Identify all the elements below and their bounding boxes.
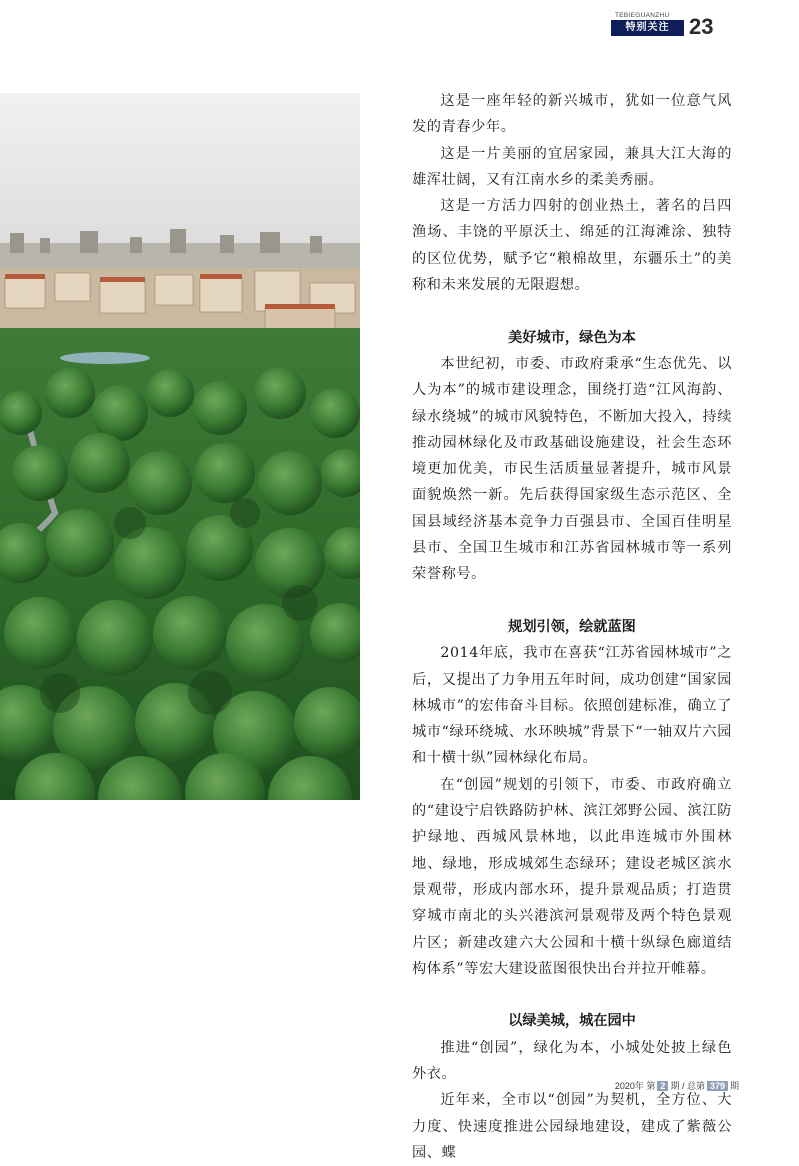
column-title: 特别关注 — [611, 20, 684, 36]
section3-paragraph-1: 推进“创园”，绿化为本，小城处处披上绿色外衣。 — [412, 1039, 732, 1082]
section-heading-3: 以绿美城，城在园中 — [508, 1013, 636, 1030]
intro-paragraph-3: 这是一方活力四射的创业热土，著名的吕四渔场、丰饶的平原沃土、绵延的江海滩涂、独特的区位优势，赋予它“粮棉故里，东疆乐土”的美称和未来发展的无限遐想。 — [412, 198, 732, 294]
total-issue-number: 379 — [707, 1081, 728, 1091]
section2-paragraph-2: 在“创园”规划的引领下，市委、市政府确立的“建设宁启铁路防护林、滨江郊野公园、滨江防护绿地、西城风景林地，以此串连城市外围林地、绿地，形成城郊生态绿环；建设老城区滨水景观带，形成内部水环，提升景观品质；打造贯穿城市南北的头兴港滨河景观带及两个特色景观片区；新建改建六大公园和十横十纵绿色廊道结构体系”等宏大建设蓝图很快出台并拉开帷幕。 — [412, 776, 732, 977]
footer-mid: 期 / 总第 — [670, 1081, 705, 1091]
section-heading-2: 规划引领，绘就蓝图 — [508, 618, 636, 635]
section3-paragraph-2: 近年来，全市以“创园”为契机，全方位、大力度、快速度推进公园绿地建设，建成了紫薇公园、蝶 — [412, 1092, 732, 1161]
intro-paragraph-1: 这是一座年轻的新兴城市，犹如一位意气风发的青春少年。 — [412, 93, 732, 136]
footer-suffix: 期 — [729, 1081, 739, 1091]
aerial-city-photo — [0, 93, 360, 800]
column-pinyin: TEBIEGUANZHU — [615, 12, 670, 19]
section2-paragraph-1: 2014年底，我市在喜获“江苏省园林城市”之后，又提出了力争用五年时间，成功创建“国家园林城市”的宏伟奋斗目标。依照创建标准，确立了城市“绿环绕城、水环映城”背景下“一轴双片六园和十横十纵”园林绿化布局。 — [412, 645, 732, 767]
section-heading-1: 美好城市，绿色为本 — [508, 329, 636, 346]
intro-paragraph-2: 这是一片美丽的宜居家园，兼具大江大海的雄浑壮阔，又有江南水乡的柔美秀丽。 — [412, 145, 732, 188]
article-body — [412, 88, 732, 1166]
page-number: 23 — [689, 14, 714, 39]
issue-footer — [615, 1079, 739, 1092]
page-header — [611, 12, 729, 38]
section1-paragraph-1: 本世纪初，市委、市政府秉承“生态优先、以人为本”的城市建设理念，围绕打造“江风海韵、绿水绕城”的城市风貌特色，不断加大投入，持续推动园林绿化及市政基础设施建设，社会生态环境更加优美，市民生活质量显著提升，城市风景面貌焕然一新。先后获得国家级生态示范区、全国县域经济基本竞争力百强县市、全国百佳明星县市、全国卫生城市和江苏省园林城市等一系列荣誉称号。 — [412, 355, 732, 583]
footer-year: 2020年 第 — [614, 1081, 656, 1091]
issue-number: 2 — [657, 1081, 668, 1091]
